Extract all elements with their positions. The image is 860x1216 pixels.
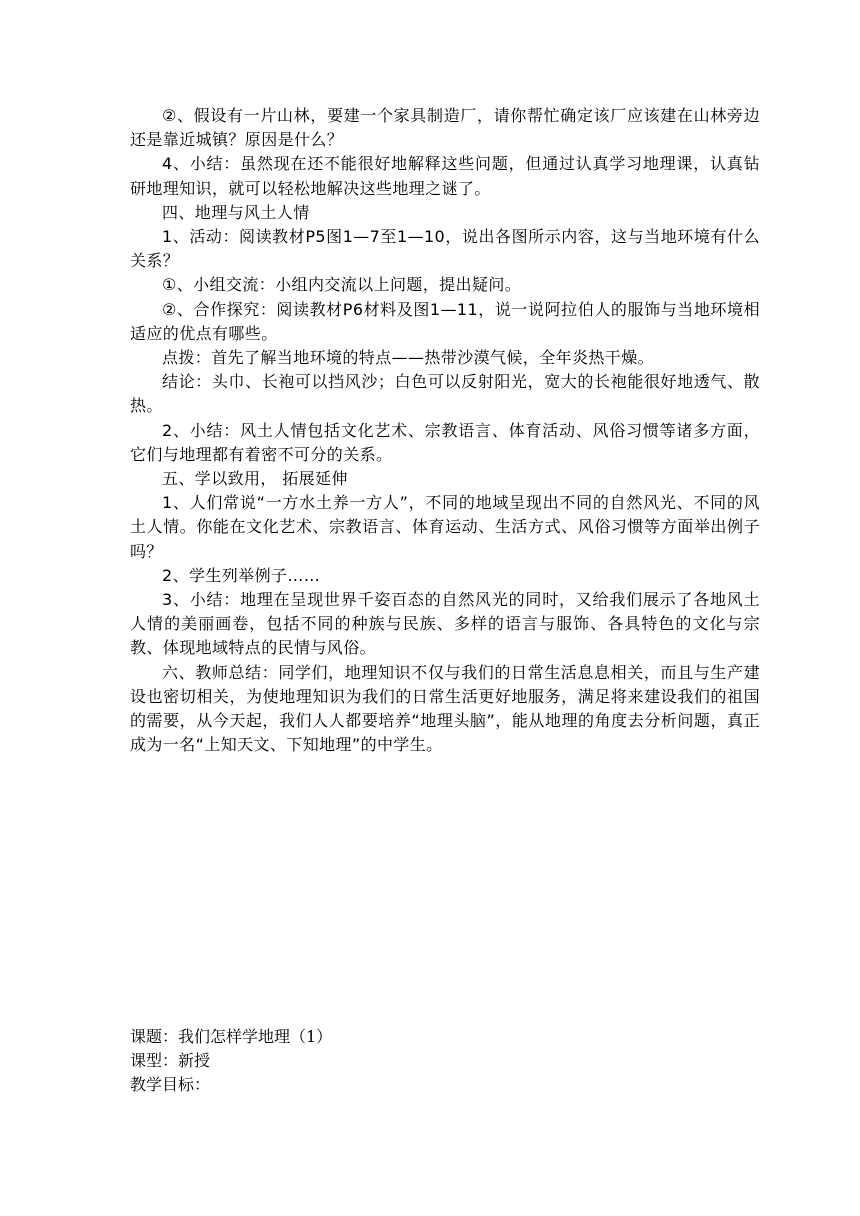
- body-text: [130, 104, 760, 757]
- paragraph-cooperative-inquiry: ②、合作探究：阅读教材P6材料及图1—11，说一说阿拉伯人的服饰与当地环境相适应的优点有哪些。: [130, 299, 760, 343]
- section-heading-5: 五、学以致用， 拓展延伸: [162, 469, 348, 489]
- lesson-topic: 课题：我们怎样学地理（1）: [130, 1027, 333, 1046]
- paragraph-question-1: 1、人们常说“一方水土养一方人”，不同的地域呈现出不同的自然风光、不同的风土人情。你能在文化艺术、宗教语言、体育运动、生活方式、风俗习惯等方面举出例子吗？: [130, 493, 760, 561]
- paragraph-summary-4: 4、小结：虽然现在还不能很好地解释这些问题，但通过认真学习地理课，认真钻研地理知识，就可以轻松地解决这些地理之谜了。: [130, 154, 760, 198]
- section-heading-4: 四、地理与风土人情: [162, 202, 310, 222]
- paragraph-activity-1: 1、活动：阅读教材P5图1—7至1—10，说出各图所示内容，这与当地环境有什么关系？: [130, 227, 760, 271]
- paragraph-group-discussion: ①、小组交流：小组内交流以上问题，提出疑问。: [162, 275, 522, 295]
- paragraph-conclusion: 结论：头巾、长袍可以挡风沙；白色可以反射阳光，宽大的长袍能很好地透气、散热。: [130, 372, 760, 416]
- paragraph-examples-2: 2、学生列举例子……: [162, 565, 321, 585]
- lesson-type: 课型：新授: [130, 1051, 211, 1070]
- paragraph-hint: 点拨：首先了解当地环境的特点——热带沙漠气候，全年炎热干燥。: [162, 348, 655, 368]
- paragraph-summary-3: 3、小结：地理在呈现世界千姿百态的自然风光的同时，又给我们展示了各地风土人情的美丽画卷，包括不同的种族与民族、多样的语言与服饰、各具特色的文化与宗教、体现地域特点的民情与风俗。: [130, 590, 760, 658]
- paragraph-summary-2: 2、小结：风土人情包括文化艺术、宗教语言、体育活动、风俗习惯等诸多方面，它们与地理都有着密不可分的关系。: [130, 420, 760, 464]
- lesson-header: [130, 1025, 760, 1097]
- section-heading-6-teacher-summary: 六、教师总结：同学们，地理知识不仅与我们的日常生活息息相关，而且与生产建设也密切相关，为使地理知识为我们的日常生活更好地服务，满足将来建设我们的祖国的需要，从今天起，我们人人都要培养“地理头脑”，能从地理的角度去分析问题，真正成为一名“上知天文、下知地理”的中学生。: [130, 662, 760, 755]
- lesson-objectives-label: 教学目标：: [130, 1075, 211, 1094]
- paragraph-item: ②、假设有一片山林，要建一个家具制造厂，请你帮忙确定该厂应该建在山林旁边还是靠近城镇？原因是什么？: [130, 106, 760, 150]
